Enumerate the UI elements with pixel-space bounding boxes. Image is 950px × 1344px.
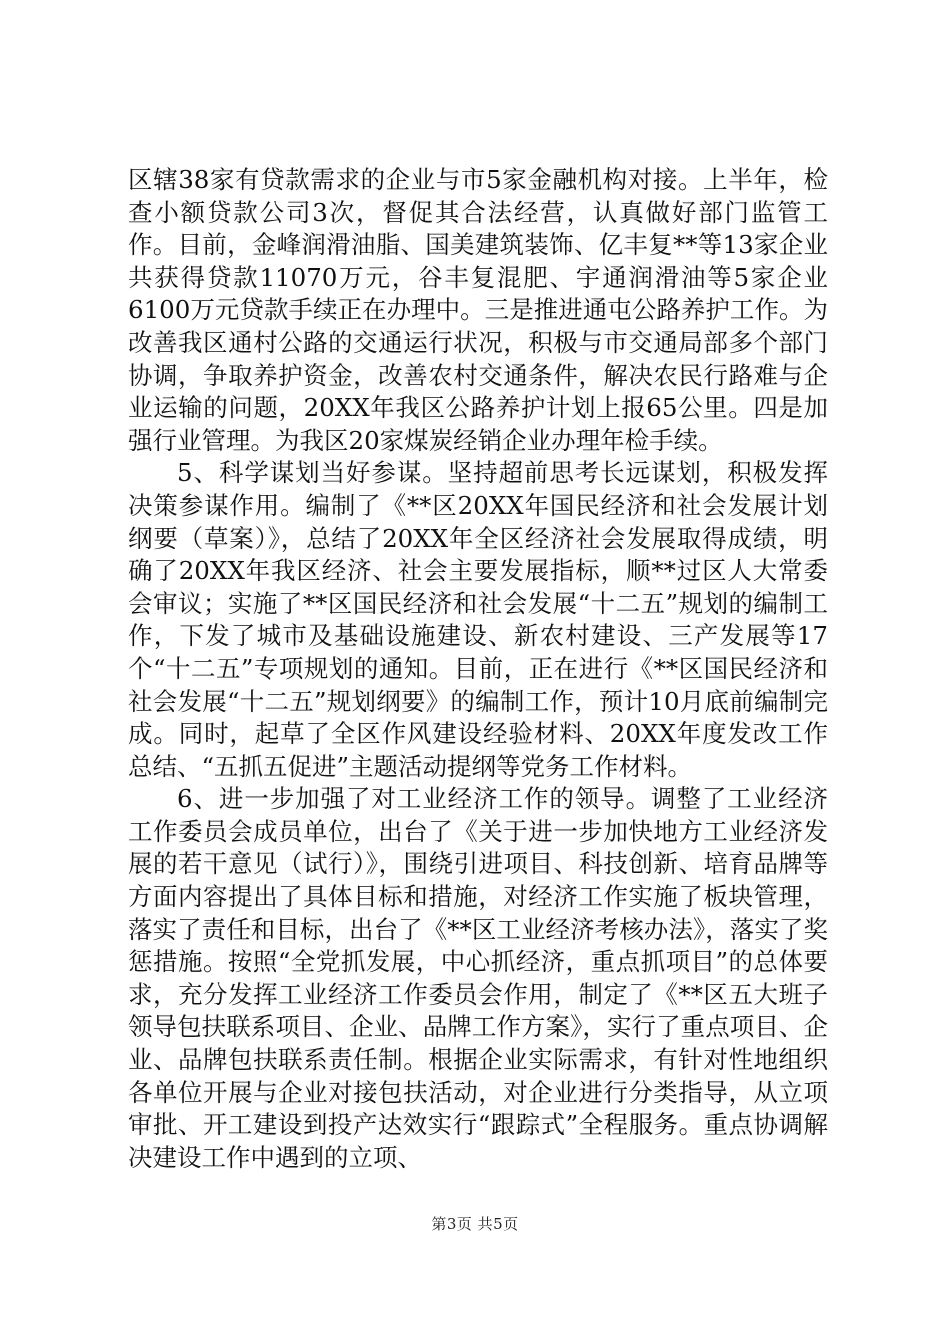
paragraph-item-5: 5、科学谋划当好参谋。坚持超前思考长远谋划，积极发挥决策参谋作用。编制了《**区20XX年国民经济和社会发展计划纲要（草案）》，总结了20XX年全区经济社会发展取得成绩，明确了20XX年我区经济、社会主要发展指标，顺**过区人大常委会审议；实施了**区国民经济和社会发展“十二五”规划的编制工作，下发了城市及基础设施建设、新农村建设、三产发展等17个“十二五”专项规划的通知。目前，正在进行《**区国民经济和社会发展“十二五”规划纲要》的编制工作，预计10月底前编制完成。同时，起草了全区作风建设经验材料、20XX年度发改工作总结、“五抓五促进”主题活动提纲等党务工作材料。: [128, 458, 828, 781]
page-number-footer: 第3页 共5页: [431, 1215, 519, 1233]
paragraph-continuation: 区辖38家有贷款需求的企业与市5家金融机构对接。上半年，检查小额贷款公司3次，督促其合法经营，认真做好部门监管工作。目前，金峰润滑油脂、国美建筑装饰、亿丰复**等13家企业共获得贷款11070万元，谷丰复混肥、宇通润滑油等5家企业6100万元贷款手续正在办理中。三是推进通屯公路养护工作。为改善我区通村公路的交通运行状况，积极与市交通局部多个部门协调，争取养护资金，改善农村交通条件，解决农民行路难与企业运输的问题，20XX年我区公路养护计划上报65公里。四是加强行业管理。为我区20家煤炭经销企业办理年检手续。: [128, 165, 828, 455]
document-body: [128, 164, 828, 1174]
paragraph-item-6: 6、进一步加强了对工业经济工作的领导。调整了工业经济工作委员会成员单位，出台了《关于进一步加快地方工业经济发展的若干意见（试行）》，围绕引进项目、科技创新、培育品牌等方面内容提出了具体目标和措施，对经济工作实施了板块管理，落实了责任和目标，出台了《**区工业经济考核办法》，落实了奖惩措施。按照“全党抓发展，中心抓经济，重点抓项目”的总体要求，充分发挥工业经济工作委员会作用，制定了《**区五大班子领导包扶联系项目、企业、品牌工作方案》，实行了重点项目、企业、品牌包扶联系责任制。根据企业实际需求，有针对性地组织各单位开展与企业对接包扶活动，对企业进行分类指导，从立项审批、开工建设到投产达效实行“跟踪式”全程服务。重点协调解决建设工作中遇到的立项、: [128, 784, 828, 1172]
